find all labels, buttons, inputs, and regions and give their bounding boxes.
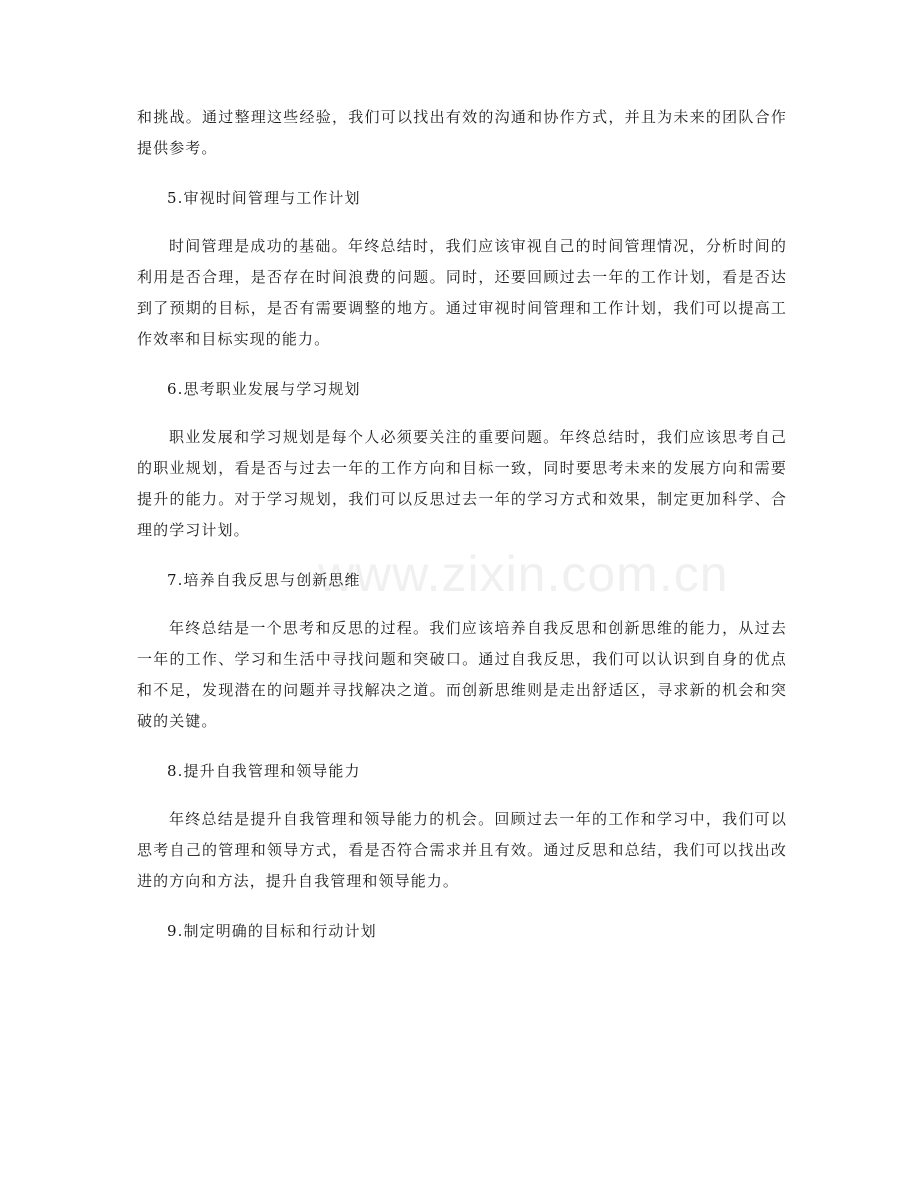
section-heading-6: 6.思考职业发展与学习规划 bbox=[167, 380, 361, 398]
document-body bbox=[137, 102, 787, 947]
section-heading-5: 5.审视时间管理与工作计划 bbox=[167, 189, 361, 207]
section-paragraph-5: 时间管理是成功的基础。年终总结时，我们应该审视自己的时间管理情况，分析时间的利用是否合理，是否存在时间浪费的问题。同时，还要回顾过去一年的工作计划，看是否达到了预期的目标，是否有需要调整的地方。通过审视时间管理和工作计划，我们可以提高工作效率和目标实现的能力。 bbox=[137, 237, 787, 348]
section-paragraph-7: 年终总结是一个思考和反思的过程。我们应该培养自我反思和创新思维的能力，从过去一年的工作、学习和生活中寻找问题和突破口。通过自我反思，我们可以认识到自身的优点和不足，发现潜在的问题并寻找解决之道。而创新思维则是走出舒适区，寻求新的机会和突破的关键。 bbox=[137, 619, 787, 730]
section-heading-9: 9.制定明确的目标和行动计划 bbox=[167, 922, 377, 940]
section-heading-8: 8.提升自我管理和领导能力 bbox=[167, 762, 361, 780]
section-paragraph-6: 职业发展和学习规划是每个人必须要关注的重要问题。年终总结时，我们应该思考自己的职业规划，看是否与过去一年的工作方向和目标一致，同时要思考未来的发展方向和需要提升的能力。对于学习规划，我们可以反思过去一年的学习方式和效果，制定更加科学、合理的学习计划。 bbox=[137, 428, 787, 539]
paragraph-continuation: 和挑战。通过整理这些经验，我们可以找出有效的沟通和协作方式，并且为未来的团队合作提供参考。 bbox=[137, 108, 787, 157]
watermark: www.zixin.com.cn bbox=[318, 546, 729, 602]
section-paragraph-8: 年终总结是提升自我管理和领导能力的机会。回顾过去一年的工作和学习中，我们可以思考自己的管理和领导方式，看是否符合需求并且有效。通过反思和总结，我们可以找出改进的方向和方法，提升自我管理和领导能力。 bbox=[137, 810, 787, 890]
section-heading-7: 7.培养自我反思与创新思维 bbox=[167, 571, 361, 589]
